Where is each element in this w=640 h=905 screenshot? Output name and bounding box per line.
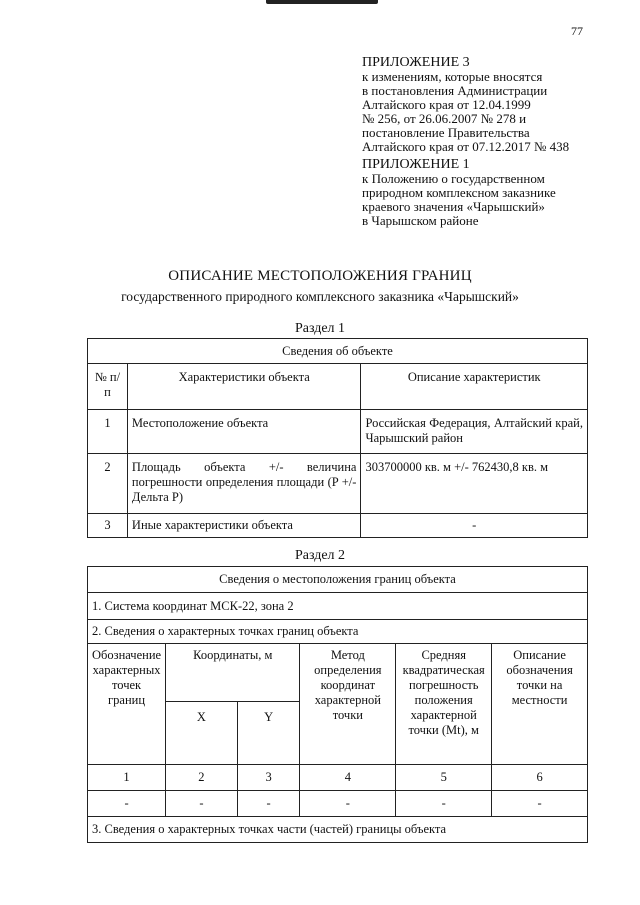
column-number: 1 <box>88 765 166 791</box>
table-row <box>88 454 588 514</box>
section-1-table <box>87 338 588 538</box>
section-2-label: Раздел 2 <box>294 548 346 563</box>
column-number: 6 <box>492 765 588 791</box>
row-description: Российская Федерация, Алтайский край, Чарышский район <box>361 410 588 454</box>
appendix-1-line: к Положению о государственном <box>362 171 545 186</box>
appendix-1-line: в Чарышском районе <box>362 213 479 228</box>
appendix-1-heading: ПРИЛОЖЕНИЕ 1 <box>362 157 470 172</box>
appendix-3-line: Алтайского края от 07.12.2017 № 438 <box>362 139 570 154</box>
column-header: Описание характеристик <box>361 364 588 410</box>
boundary-points-heading: 2. Сведения о характерных точках границ объекта <box>88 620 588 644</box>
boundary-parts-heading: 3. Сведения о характерных точках части (частей) границы объекта <box>88 817 588 843</box>
coordinate-system: 1. Система координат МСК-22, зона 2 <box>88 593 588 620</box>
column-number: 3 <box>237 765 300 791</box>
table-title: Сведения об объекте <box>88 339 588 364</box>
column-header: Характеристики объекта <box>127 364 361 410</box>
appendix-1-line: краевого значения «Чарышский» <box>362 199 545 214</box>
appendix-1-block <box>362 158 632 228</box>
appendix-1-line: природном комплексном заказнике <box>362 185 556 200</box>
table-cell: - <box>88 791 166 817</box>
row-number: 1 <box>88 410 128 454</box>
column-header-error: Средняя квадратическая погрешность положения характерной точки (Mt), м <box>396 644 492 765</box>
appendix-3-line: № 256, от 26.06.2007 № 278 и <box>362 111 527 126</box>
table-row <box>88 410 588 454</box>
table-cell: - <box>492 791 588 817</box>
column-header-method: Метод определения координат характерной точки <box>300 644 396 765</box>
document-title: ОПИСАНИЕ МЕСТОПОЛОЖЕНИЯ ГРАНИЦ <box>168 268 472 284</box>
section-2-table <box>87 566 588 843</box>
table-row <box>88 514 588 538</box>
row-characteristic: Иные характеристики объекта <box>127 514 361 538</box>
column-numbers-row <box>88 765 588 791</box>
scan-artifact <box>266 0 378 4</box>
appendix-3-line: Алтайского края от 12.04.1999 <box>362 97 531 112</box>
appendix-3-line: в постановления Администрации <box>362 83 548 98</box>
table-cell: - <box>237 791 300 817</box>
column-header-y: Y <box>237 702 300 765</box>
appendix-3-heading: ПРИЛОЖЕНИЕ 3 <box>362 55 470 70</box>
column-number: 5 <box>396 765 492 791</box>
row-characteristic: Местоположение объекта <box>127 410 361 454</box>
document-subtitle: государственного природного комплексного заказника «Чарышский» <box>121 289 519 304</box>
column-header-coordinates: Координаты, м <box>166 644 300 702</box>
row-description: - <box>361 514 588 538</box>
row-number: 2 <box>88 454 128 514</box>
section-1-label: Раздел 1 <box>294 321 346 336</box>
row-description: 303700000 кв. м +/- 762430,8 кв. м <box>361 454 588 514</box>
row-characteristic: Площадь объекта +/- величина погрешности определения площади (P +/- Дельта P) <box>127 454 361 514</box>
page-number: 77 <box>571 24 583 38</box>
table-cell: - <box>396 791 492 817</box>
appendix-3-line: к изменениям, которые вносятся <box>362 69 543 84</box>
appendix-3-block <box>362 56 632 154</box>
table-row <box>88 791 588 817</box>
appendix-3-line: постановление Правительства <box>362 125 530 140</box>
column-header-description: Описание обозначения точки на местности <box>492 644 588 765</box>
column-number: 2 <box>166 765 238 791</box>
column-header-x: X <box>166 702 238 765</box>
column-number: 4 <box>300 765 396 791</box>
table-cell: - <box>300 791 396 817</box>
column-header-designation: Обозначение характерных точек границ <box>88 644 166 765</box>
table-cell: - <box>166 791 238 817</box>
row-number: 3 <box>88 514 128 538</box>
column-header: № п/п <box>88 364 128 410</box>
table-title: Сведения о местоположения границ объекта <box>88 567 588 593</box>
